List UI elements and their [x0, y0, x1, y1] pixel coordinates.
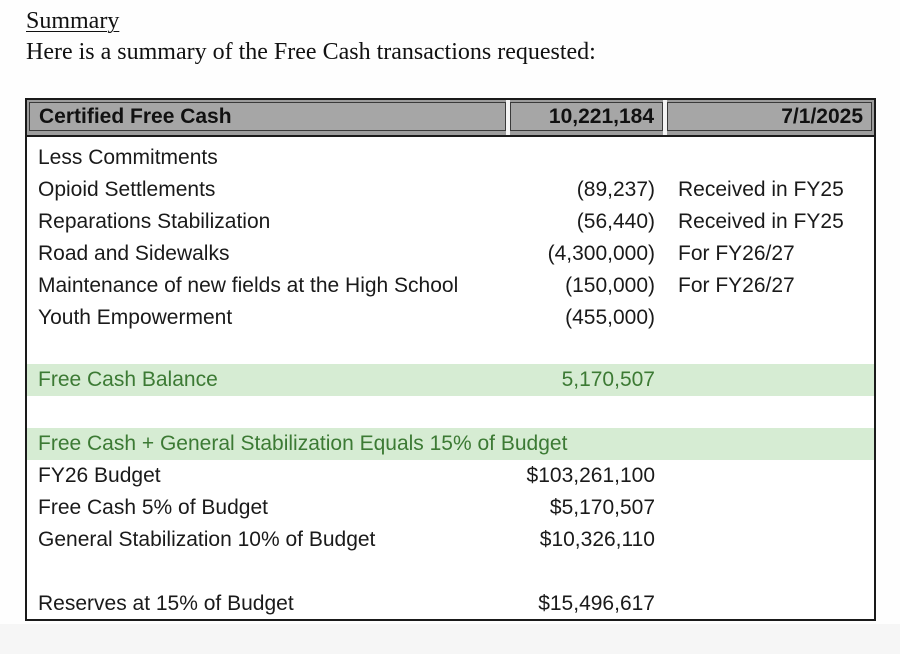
table-row	[27, 524, 874, 556]
row-note: Received in FY25	[678, 178, 844, 201]
row-label: Free Cash 5% of Budget	[38, 496, 268, 519]
row-label: Reparations Stabilization	[38, 210, 271, 233]
row-note: Received in FY25	[678, 210, 844, 233]
row-amount: $103,261,100	[526, 464, 655, 487]
row-amount: $10,326,110	[539, 528, 655, 551]
row-label: Youth Empowerment	[38, 306, 233, 329]
row-amount: (56,440)	[576, 210, 655, 233]
balance-amount: 5,170,507	[561, 368, 655, 391]
table-row	[27, 206, 874, 238]
reserves-title-row	[27, 428, 874, 460]
header-label: Certified Free Cash	[29, 102, 506, 131]
row-label: FY26 Budget	[38, 464, 161, 487]
free-cash-table	[25, 98, 876, 621]
row-note: For FY26/27	[678, 242, 795, 265]
reserves-total-label: Reserves at 15% of Budget	[38, 592, 294, 615]
table-row	[27, 238, 874, 270]
table-header	[27, 100, 874, 137]
row-amount: (455,000)	[565, 306, 655, 329]
row-amount: (4,300,000)	[547, 242, 655, 265]
row-note: For FY26/27	[678, 274, 795, 297]
intro-text: Here is a summary of the Free Cash transactions requested:	[26, 39, 596, 65]
table-row	[27, 460, 874, 492]
balance-row	[27, 364, 874, 396]
header-amount: 10,221,184	[510, 102, 663, 131]
page-bottom-margin	[0, 624, 900, 654]
row-amount: (89,237)	[576, 178, 655, 201]
commitments-title-row	[27, 142, 874, 174]
row-amount: (150,000)	[565, 274, 655, 297]
row-label: General Stabilization 10% of Budget	[38, 528, 376, 551]
balance-label: Free Cash Balance	[38, 368, 218, 391]
commitments-title: Less Commitments	[38, 146, 218, 169]
reserves-total-amount: $15,496,617	[538, 592, 655, 615]
row-label: Road and Sidewalks	[38, 242, 230, 265]
reserves-title: Free Cash + General Stabilization Equals 15% of Budget	[38, 432, 568, 455]
header-date: 7/1/2025	[667, 102, 872, 131]
row-label: Maintenance of new fields at the High School	[38, 274, 459, 297]
section-heading: Summary	[26, 8, 120, 34]
row-amount: $5,170,507	[549, 496, 655, 519]
table-row	[27, 302, 874, 334]
reserves-total-row	[27, 588, 874, 620]
table-row	[27, 492, 874, 524]
table-row	[27, 174, 874, 206]
row-label: Opioid Settlements	[38, 178, 216, 201]
table-row	[27, 270, 874, 302]
